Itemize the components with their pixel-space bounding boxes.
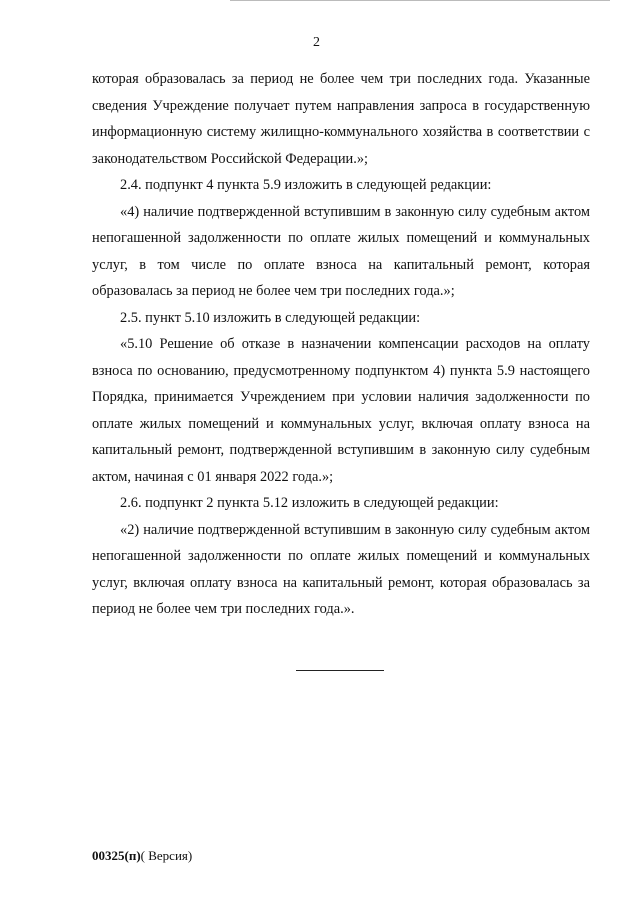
paragraph-3: «4) наличие подтвержденной вступившим в законную силу судебным актом непогашенной задолженности по оплате жилых помещений и коммунальных услуг, в том числе по оплате взноса на капитальный ремонт, которая образовалась за период не более чем три последних года.»; bbox=[92, 203, 590, 299]
document-body bbox=[92, 66, 590, 623]
paragraph-5: «5.10 Решение об отказе в назначении компенсации расходов на оплату взноса по основанию, предусмотренному подпунктом 4) пункта 5.9 настоящего Порядка, принимается Учреждением при условии наличия задолженности по оплате жилых помещений и коммунальных услуг, включая оплату взноса на капитальный ремонт, подтвержденной вступившим в законную силу судебным актом, начиная с 01 января 2022 года.»; bbox=[92, 336, 590, 485]
paragraph-4: 2.5. пункт 5.10 изложить в следующей редакции: bbox=[120, 309, 421, 326]
top-edge-rule bbox=[230, 0, 610, 1]
document-code bbox=[92, 848, 192, 864]
paragraph-7: «2) наличие подтвержденной вступившим в законную силу судебным актом непогашенной задолженности по оплате жилых помещений и коммунальных услуг, включая оплату взноса на капитальный ремонт, которая образовалась за период не более чем три последних года.». bbox=[92, 521, 590, 617]
separator-line bbox=[296, 670, 384, 671]
paragraph-2: 2.4. подпункт 4 пункта 5.9 изложить в следующей редакции: bbox=[120, 177, 492, 193]
page-number: 2 bbox=[313, 35, 320, 50]
paragraph-1: которая образовалась за период не более чем три последних года. Указанные сведения Учреждение получает путем направления запроса в государственную информационную систему жилищно-коммунального хозяйства в соответствии с законодательством Российской Федерации.»; bbox=[92, 71, 590, 167]
document-code-number: 00325(п) bbox=[92, 848, 141, 863]
document-version: ( Версия) bbox=[140, 848, 193, 863]
paragraph-6: 2.6. подпункт 2 пункта 5.12 изложить в следующей редакции: bbox=[120, 495, 499, 511]
